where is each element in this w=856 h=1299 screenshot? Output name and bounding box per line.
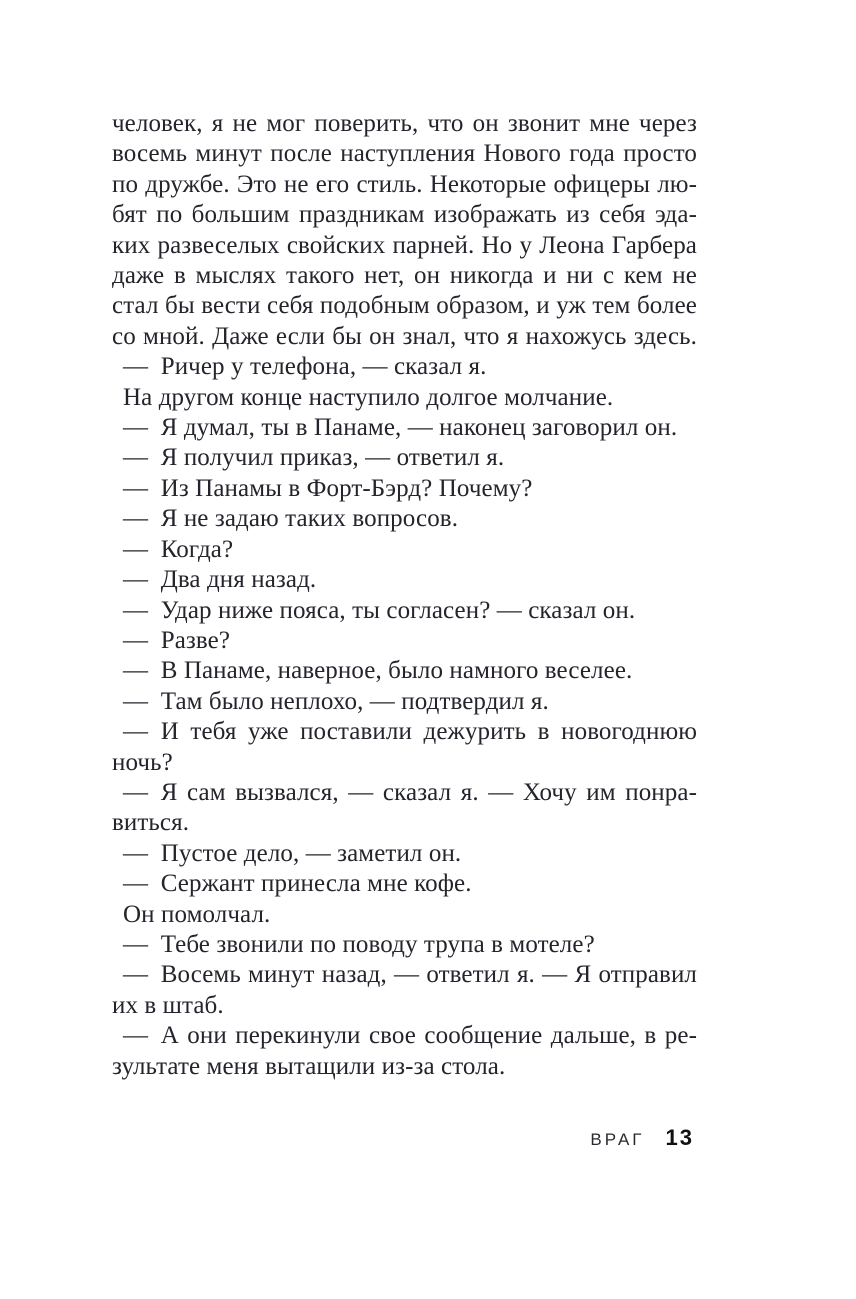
page-text — [112, 109, 697, 1082]
text-line: — В Панаме, наверное, было намного веселее. — [123, 657, 633, 685]
text-line: — Я сам вызвался, — сказал я. — Хочу им понра- — [123, 778, 697, 806]
text-line: бят по большим праздникам изображать из себя эда- — [112, 201, 697, 229]
text-line: восемь минут после наступления Нового года просто — [112, 140, 697, 168]
text-line: — Сержант принесла мне кофе. — [123, 870, 472, 898]
text-line: виться. — [112, 809, 190, 837]
text-line: со мной. Даже если бы он знал, что я нахожусь здесь. — [112, 322, 697, 350]
text-line: — Там было неплохо, — подтвердил я. — [123, 687, 549, 715]
text-line: — Ричер у телефона, — сказал я. — [123, 353, 487, 381]
text-line: — Я получил приказ, — ответил я. — [123, 444, 505, 472]
text-line: — Я не задаю таких вопросов. — [123, 505, 459, 533]
text-line: — Когда? — [123, 535, 234, 563]
text-line: по дружбе. Это не его стиль. Некоторые офицеры лю- — [112, 170, 697, 198]
text-line: — Из Панамы в Форт-Бэрд? Почему? — [123, 474, 533, 502]
text-line: даже в мыслях такого нет, он никогда и ни с кем не — [112, 262, 697, 290]
text-line: ночь? — [112, 748, 173, 776]
text-line: — А они перекинули свое сообщение дальше, в ре- — [123, 1022, 697, 1050]
text-line: — И тебя уже поставили дежурить в новогоднюю — [123, 718, 697, 746]
text-line: их в штаб. — [112, 991, 224, 1019]
text-line: стал бы вести себя подобным образом, и уж тем более — [112, 292, 697, 320]
text-line: — Восемь минут назад, — ответил я. — Я отправил — [123, 961, 697, 989]
text-line: — Разве? — [123, 626, 231, 654]
text-line: На другом конце наступило долгое молчание. — [123, 383, 614, 411]
text-line: ких развеселых свойских парней. Но у Леона Гарбера — [112, 231, 697, 259]
page-number: 13 — [665, 1125, 694, 1150]
text-line: — Два дня назад. — [123, 566, 317, 594]
text-line: — Тебе звонили по поводу трупа в мотеле? — [123, 930, 595, 958]
text-line: — Я думал, ты в Панаме, — наконец заговорил он. — [123, 414, 678, 442]
text-line: человек, я не мог поверить, что он звонит мне через — [112, 110, 697, 137]
text-line: зультате меня вытащили из-за стола. — [112, 1052, 506, 1080]
text-line: — Удар ниже пояса, ты согласен? — сказал он. — [123, 596, 636, 624]
text-line: — Пустое дело, — заметил он. — [123, 839, 462, 867]
running-title: ВРАГ — [590, 1130, 645, 1149]
page-footer — [112, 1127, 698, 1149]
text-line: Он помолчал. — [123, 900, 271, 928]
